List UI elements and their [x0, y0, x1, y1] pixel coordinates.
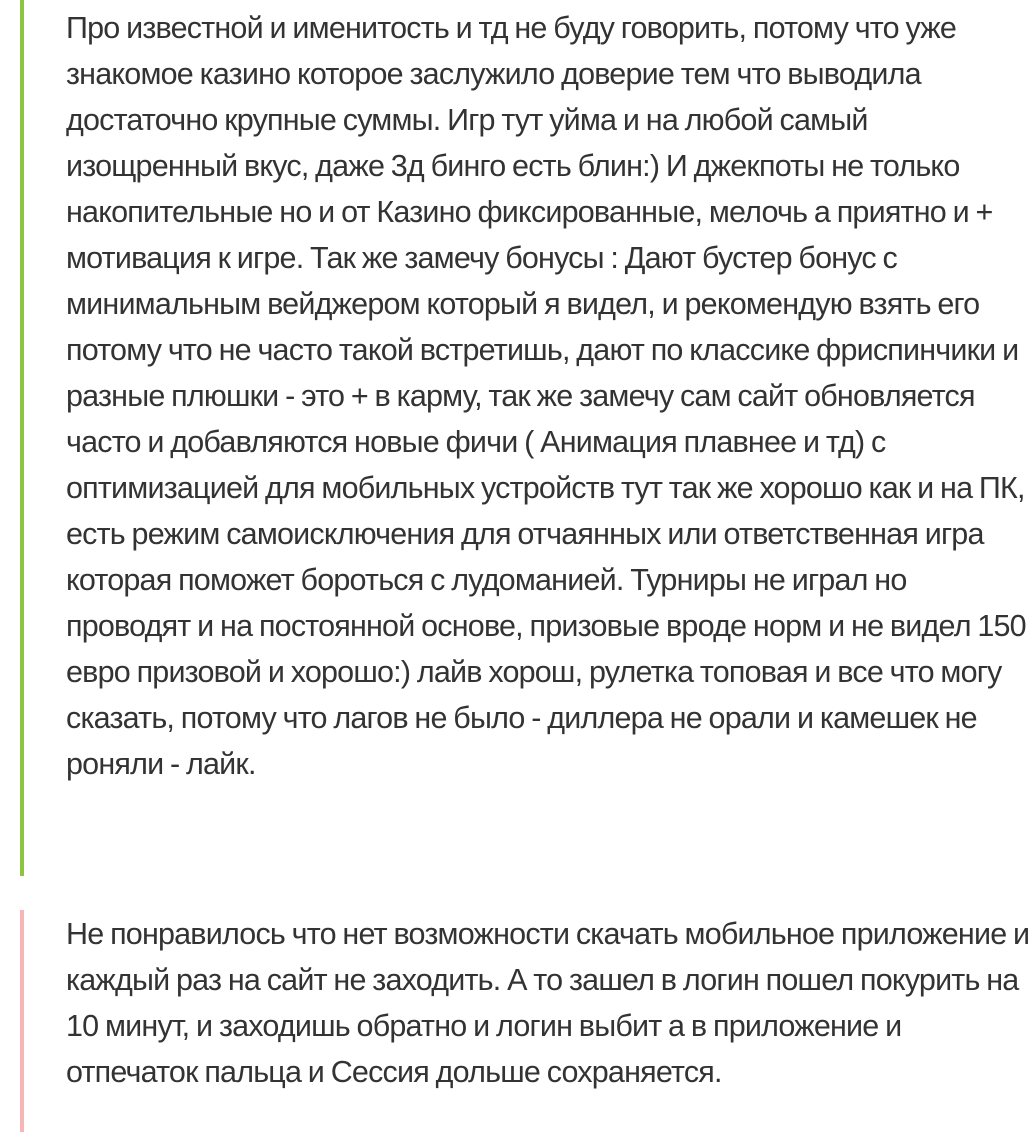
cons-section [20, 910, 1030, 1132]
pros-text: Про известной и именитость и тд не буду говорить, потому что уже знакомое казино которое заслужило доверие тем что выводила достаточно крупные суммы. Игр тут уйма и на любой самый изощренный вкус, даже 3д бинго есть блин:) И джекпоты не только накопительные но и от Казино фиксированные, мелочь а приятно и + мотивация к игре. Так же замечу бонусы : Дают бустер бонус с минимальным вейджером который я видел, и рекомендую взять его потому что не часто такой встретишь, дают по классике фриспинчики и разные плюшки - это + в карму, так же замечу сам сайт обновляется часто и добавляются новые фичи ( Анимация плавнее и тд) с оптимизацией для мобильных устройств тут так же хорошо как и на ПК, есть режим самоисключения для отчаянных или ответственная игра которая поможет бороться с лудоманией. Турниры не играл но проводят и на постоянной основе, призовые вроде норм и не видел 150 евро призовой и хорошо:) лайв хорош, рулетка топовая и все что могу сказать, потому что лагов не было - диллера не орали и камешек не роняли - лайк. [66, 11, 1026, 781]
pros-section [20, 0, 1030, 876]
cons-text: Не понравилось что нет возможности скачать мобильное приложение и каждый раз на сайт не заходить. А то зашел в логин пошел покурить на 10 минут, и заходишь обратно и логин выбит а в приложение и отпечаток пальца и Сессия дольше сохраняется. [66, 917, 1030, 1089]
